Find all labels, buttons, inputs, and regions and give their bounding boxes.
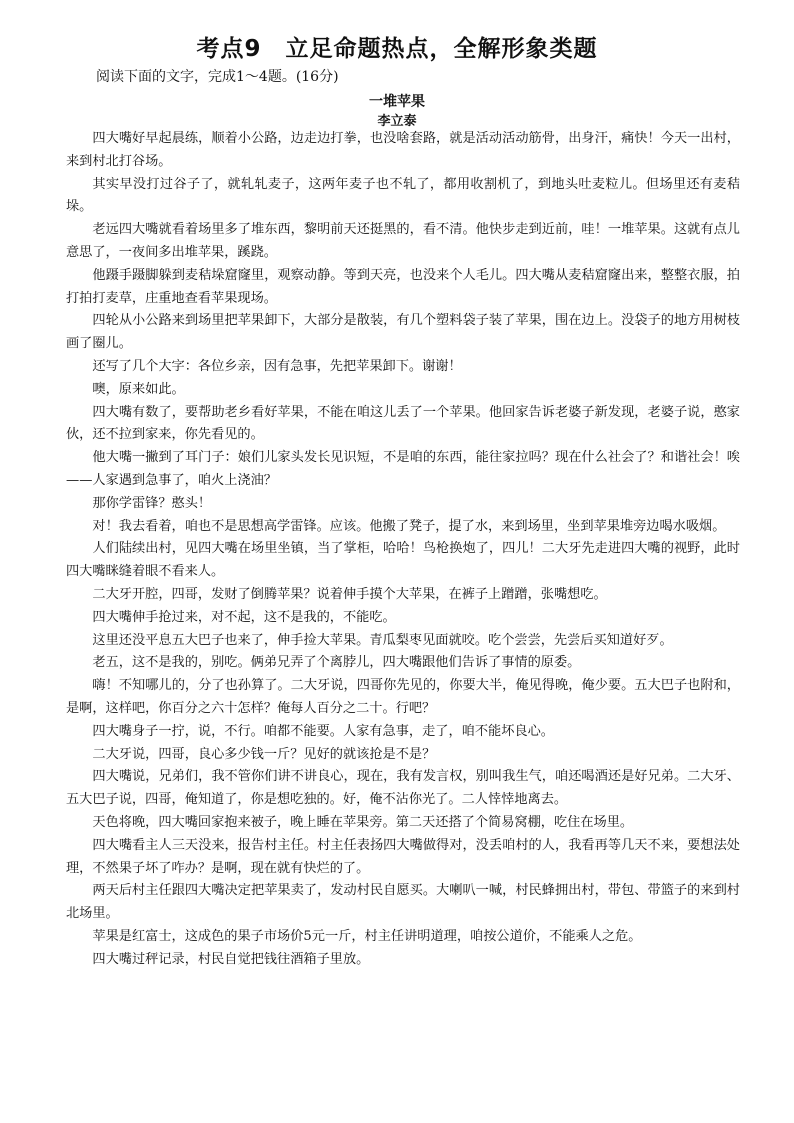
paragraph: 四大嘴过秤记录，村民自觉把钱往酒箱子里放。	[92, 951, 370, 967]
paragraph: 还写了几个大字：各位乡亲，因有急事，先把苹果卸下。谢谢！	[92, 358, 462, 374]
paragraph: 四大嘴伸手抢过来，对不起，这不是我的，不能吃。	[92, 609, 396, 625]
paragraph: 四大嘴看主人三天没来，报告村主任。村主任表扬四大嘴做得对，没丢咱村的人，我看再等几天不来，要想法处理，不然果子坏了咋办？是啊，现在就有快烂的了。	[66, 837, 740, 876]
paragraph: 其实早没打过谷子了，就轧轧麦子，这两年麦子也不轧了，都用收割机了，到地头吐麦粒儿。但场里还有麦秸垛。	[66, 176, 740, 215]
paragraph: 四大嘴身子一拧，说，不行。咱都不能要。人家有急事，走了，咱不能坏良心。	[92, 723, 554, 739]
story-body	[66, 128, 740, 971]
paragraph: 四大嘴有数了，要帮助老乡看好苹果，不能在咱这儿丢了一个苹果。他回家告诉老婆子新发现，老婆子说，憨家伙，还不拉到家来，你先看见的。	[66, 404, 740, 443]
paragraph: 两天后村主任跟四大嘴决定把苹果卖了，发动村民自愿买。大喇叭一喊，村民蜂拥出村，带包、带篮子的来到村北场里。	[66, 883, 740, 922]
author-name: 李立泰	[377, 114, 417, 129]
paragraph: 对！我去看着，咱也不是思想高学雷锋。应该。他搬了凳子，提了水，来到场里，坐到苹果堆旁边喝水吸烟。	[92, 518, 726, 534]
paragraph: 他蹑手蹑脚躲到麦秸垛窟窿里，观察动静。等到天亮，也没来个人毛儿。四大嘴从麦秸窟窿出来，整整衣服，拍打拍打麦草，庄重地查看苹果现场。	[66, 267, 740, 306]
paragraph: 二大牙开腔，四哥，发财了倒腾苹果？说着伸手摸个大苹果，在裤子上蹭蹭，张嘴想吃。	[92, 586, 607, 602]
paragraph: 噢，原来如此。	[92, 381, 185, 397]
paragraph: 这里还没平息五大巴子也来了，伸手捡大苹果。青瓜梨枣见面就咬。吃个尝尝，先尝后买知道好歹。	[92, 632, 673, 648]
paragraph: 四大嘴好早起晨练，顺着小公路，边走边打拳，也没啥套路，就是活动活动筋骨，出身汗，痛快！今天一出村，来到村北打谷场。	[66, 131, 740, 169]
paragraph: 四轮从小公路来到场里把苹果卸下，大部分是散装，有几个塑料袋子装了苹果，围在边上。没袋子的地方用树枝画了圈儿。	[66, 313, 740, 352]
paragraph: 天色将晚，四大嘴回家抱来被子，晚上睡在苹果旁。第二天还搭了个简易窝棚，吃住在场里。	[92, 814, 634, 830]
paragraph: 老远四大嘴就看着场里多了堆东西，黎明前天还挺黑的，看不清。他快步走到近前，哇！一堆苹果。这就有点儿意思了，一夜间多出堆苹果，蹊跷。	[66, 222, 740, 260]
paragraph: 那你学雷锋？憨头！	[92, 495, 212, 511]
paragraph: 二大牙说，四哥，良心多少钱一斤？见好的就该抢是不是？	[92, 746, 436, 762]
paragraph: 嗨！不知哪儿的，分了也孙算了。二大牙说，四哥你先见的，你要大半，俺见得晚，俺少要。五大巴子也附和，是啊，这样吧，你百分之六十怎样？俺每人百分之二十。行吧？	[66, 678, 740, 716]
question-instruction: 阅读下面的文字，完成1～4题。(16分)	[96, 69, 339, 85]
paragraph: 苹果是红富士，这成色的果子市场价5元一斤，村主任讲明道理，咱按公道价，不能乘人之危。	[92, 928, 642, 944]
paragraph: 他大嘴一撇到了耳门子：娘们儿家头发长见识短，不是咱的东西，能往家拉吗？现在什么社会了？和谐社会！唉——人家遇到急事了，咱火上浇油？	[66, 450, 740, 488]
page-title: 考点9 立足命题热点，全解形象类题	[196, 36, 598, 62]
story-title: 一堆苹果	[369, 94, 425, 110]
paragraph: 人们陆续出村，见四大嘴在场里坐镇，当了掌柜，哈哈！鸟枪换炮了，四儿！二大牙先走进四大嘴的视野，此时四大嘴眯缝着眼不看来人。	[66, 541, 740, 580]
paragraph: 四大嘴说，兄弟们，我不管你们讲不讲良心，现在，我有发言权，别叫我生气，咱还喝酒还是好兄弟。二大牙、五大巴子说，四哥，俺知道了，你是想吃独的。好，俺不沾你光了。二人悻悻地离去。	[66, 769, 740, 808]
paragraph: 老五，这不是我的，别吃。俩弟兄弄了个离脖儿，四大嘴跟他们告诉了事情的原委。	[92, 655, 581, 671]
